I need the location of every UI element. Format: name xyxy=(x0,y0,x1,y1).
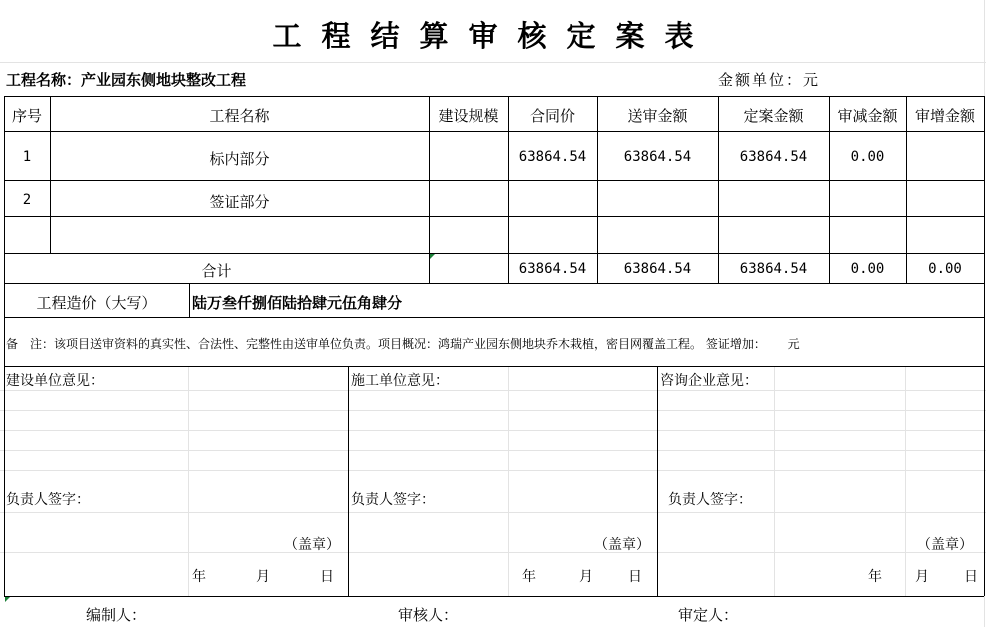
contractor-seal: （盖章） xyxy=(594,537,650,553)
remark: 备 注：该项目送审资料的真实性、合法性、完整性由送审单位负责。项目概况：鸿瑞产业园东侧地块乔木栽植，密目网覆盖工程。 签证增加： 元 xyxy=(6,337,800,351)
border xyxy=(348,366,349,596)
header-scale: 建设规模 xyxy=(438,107,499,125)
consultant-signature-label: 负责人签字： xyxy=(668,492,752,508)
total-approved: 63864.54 xyxy=(739,261,808,277)
header-project-name: 工程名称 xyxy=(209,107,270,125)
gridline xyxy=(0,62,986,63)
cell-marker-icon xyxy=(5,597,10,602)
cell-marker-icon xyxy=(430,254,435,259)
border xyxy=(4,96,5,596)
contractor-opinion-label: 施工单位意见： xyxy=(351,373,449,389)
border xyxy=(189,283,190,317)
gridline xyxy=(0,450,986,451)
row1-reduced: 0.00 xyxy=(850,149,885,165)
owner-opinion-label: 建设单位意见： xyxy=(6,373,104,389)
border xyxy=(984,96,985,596)
border xyxy=(4,366,984,367)
reviewer-label: 审核人： xyxy=(398,606,459,624)
header-no: 序号 xyxy=(11,107,42,125)
gridline xyxy=(0,552,986,553)
border xyxy=(4,317,984,318)
header-submitted: 送审金额 xyxy=(627,107,688,125)
contractor-date-day: 日 xyxy=(628,569,642,585)
total-increased: 0.00 xyxy=(928,261,962,277)
border xyxy=(657,366,658,596)
gridline xyxy=(188,366,189,596)
gridline xyxy=(0,512,986,513)
contractor-date-year: 年 xyxy=(522,569,536,585)
border xyxy=(4,596,984,597)
approver-label: 审定人： xyxy=(678,606,739,624)
gridline xyxy=(508,366,509,596)
consultant-date-year: 年 xyxy=(868,569,882,585)
row1-contract: 63864.54 xyxy=(518,149,587,165)
total-submitted: 63864.54 xyxy=(623,261,692,277)
header-approved: 定案金额 xyxy=(743,107,804,125)
gridline xyxy=(774,366,775,596)
contractor-signature-label: 负责人签字： xyxy=(351,492,435,508)
gridline xyxy=(0,390,986,391)
owner-date-day: 日 xyxy=(320,569,334,585)
amount-unit: 金额单位：元 xyxy=(718,71,821,89)
owner-date-year: 年 xyxy=(192,569,206,585)
border xyxy=(4,253,984,254)
owner-date-month: 月 xyxy=(256,569,270,585)
cost-in-words: 陆万叁仟捌佰陆拾肆元伍角肆分 xyxy=(192,294,403,312)
border xyxy=(4,180,984,181)
border xyxy=(4,96,984,97)
project-name: 工程名称：产业园东侧地块整改工程 xyxy=(6,71,247,89)
row1-name: 标内部分 xyxy=(209,150,270,168)
border xyxy=(4,283,984,284)
row2-no: 2 xyxy=(22,192,32,208)
total-contract: 63864.54 xyxy=(518,261,587,277)
consultant-seal: （盖章） xyxy=(917,537,973,553)
consultant-date-day: 日 xyxy=(964,569,978,585)
row1-approved: 63864.54 xyxy=(739,149,808,165)
consultant-date-month: 月 xyxy=(915,569,929,585)
page-title: 工程结算审核定案表 xyxy=(272,19,714,53)
total-reduced: 0.00 xyxy=(850,261,885,277)
gridline xyxy=(0,430,986,431)
header-increased: 审增金额 xyxy=(914,107,975,125)
row2-name: 签证部分 xyxy=(209,193,270,211)
owner-seal: （盖章） xyxy=(284,537,340,553)
border xyxy=(4,131,984,132)
contractor-date-month: 月 xyxy=(579,569,593,585)
gridline xyxy=(0,470,986,471)
header-contract: 合同价 xyxy=(529,107,575,125)
gridline xyxy=(0,410,986,411)
row1-submitted: 63864.54 xyxy=(623,149,692,165)
consultant-opinion-label: 咨询企业意见： xyxy=(660,373,758,389)
gridline xyxy=(905,366,906,596)
border xyxy=(4,216,984,217)
row1-no: 1 xyxy=(22,149,32,165)
total-label: 合计 xyxy=(201,262,232,280)
header-reduced: 审减金额 xyxy=(837,107,898,125)
cost-label: 工程造价（大写） xyxy=(36,294,157,312)
editor-label: 编制人： xyxy=(86,606,147,624)
owner-signature-label: 负责人签字： xyxy=(6,492,90,508)
